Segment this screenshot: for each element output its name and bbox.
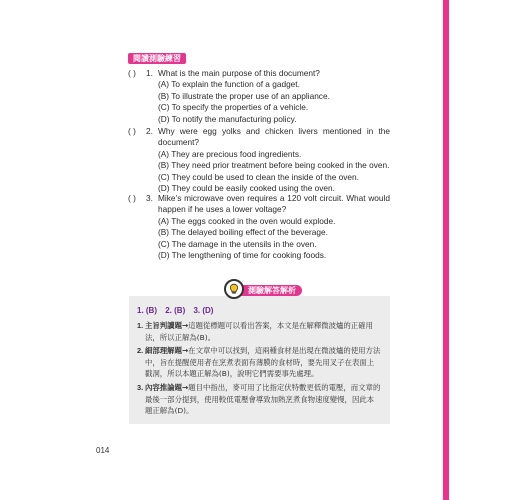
option-d: (D) The lengthening of time for cooking foods. (158, 250, 327, 261)
option-c: (C) The damage in the utensils in the oven. (158, 238, 317, 249)
question-text: What is the main purpose of this document? (158, 68, 320, 78)
explanation-number: 2. (137, 346, 144, 355)
arrow-icon: → (181, 346, 189, 355)
page-edge-strip (443, 0, 449, 500)
option-b: (B) They need prior treatment before being cooked in the oven. (158, 160, 390, 171)
option-a: (A) To explain the function of a gadget. (158, 79, 300, 90)
question-number: 1. (146, 68, 153, 78)
question-number: 3. (146, 193, 153, 203)
answer-blank: ( ) (128, 126, 136, 136)
answer-2: 2. (B) (165, 306, 186, 315)
option-c: (C) They could be used to clean the inside of the oven. (158, 171, 359, 182)
answer-section-label: 測驗解答解析 (240, 285, 302, 296)
option-b: (B) To illustrate the proper use of an appliance. (158, 90, 330, 101)
answer-3: 3. (D) (193, 306, 214, 315)
question-text: Why were egg yolks and chicken livers mentioned in the document? (158, 126, 390, 148)
explanation-number: 1. (137, 321, 144, 330)
explanation-text: 在文章中可以找到，這兩種食材是出現在微波爐的使用方法中，旨在提醒使用者在烹煮表面有薄膜的食材時，要先用叉子在表面上戳洞，所以本題正解為(B)，說明它們需要事先處理。 (145, 346, 381, 379)
answer-key (137, 305, 219, 316)
option-d: (D) They could be easily cooked using the oven. (158, 183, 335, 194)
explanation-number: 3. (137, 383, 144, 392)
question-2 (128, 126, 390, 194)
explanation-title: 內容推論題 (145, 383, 182, 392)
section-label: 閱讀測驗練習 (128, 53, 186, 64)
answer-1: 1. (B) (137, 306, 157, 315)
explanation-text: 題目中指出，麥可用了比指定伏特數更低的電壓，而文章的最後一部分提到，使用較低電壓會導致加熱烹煮食物速度變慢，因此本題正解為(D)。 (145, 383, 381, 416)
question-number: 2. (146, 126, 153, 136)
option-a: (A) The eggs cooked in the oven would explode. (158, 215, 336, 226)
option-a: (A) They are precious food ingredients. (158, 148, 302, 159)
explanation-title: 細部理解題 (145, 346, 182, 355)
question-text: Mike’s microwave oven requires a 120 volt circuit. What would happen if he uses a lower voltage? (158, 193, 390, 215)
page-number: 014 (96, 446, 110, 455)
arrow-icon: → (181, 321, 189, 330)
explanation-3 (137, 382, 381, 417)
question-3 (128, 193, 390, 261)
arrow-icon: → (181, 383, 189, 392)
question-1 (128, 68, 390, 125)
option-d: (D) To notify the manufacturing policy. (158, 113, 297, 124)
explanation-title: 主旨判讀題 (145, 321, 182, 330)
explanation-1 (137, 320, 381, 343)
explanation-text: 這題從標題可以看出答案，本文是在解釋微波爐的正確用法，所以正解為(B)。 (145, 321, 373, 342)
option-b: (B) The delayed boiling effect of the beverage. (158, 227, 328, 238)
answer-blank: ( ) (128, 68, 136, 78)
option-c: (C) To specify the properties of a vehicle. (158, 102, 309, 113)
explanation-2 (137, 345, 381, 380)
answer-blank: ( ) (128, 193, 136, 203)
lightbulb-icon (224, 279, 244, 299)
